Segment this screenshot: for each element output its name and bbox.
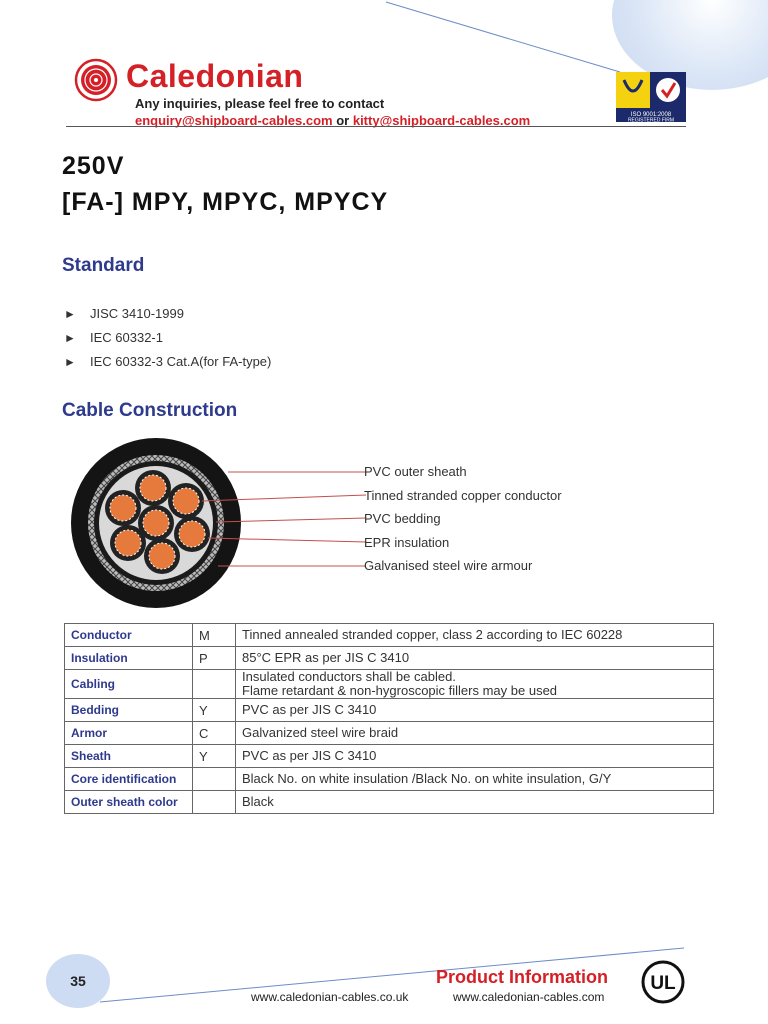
label-insulation: EPR insulation [364,534,450,550]
email-link-enquiry[interactable]: enquiry@shipboard-cables.com [135,113,333,128]
cert-sub: REGISTERED FIRM [627,117,675,122]
or-text: or [332,113,353,128]
construction-labels [364,464,562,582]
table-row: Core identification Black No. on white insulation /Black No. on white insulation, G/Y [65,768,714,791]
standard-heading: Standard [62,255,145,276]
header-divider [66,126,686,127]
ul-mark-text: UL [650,973,676,994]
website-link-com[interactable]: www.caledonian-cables.com [453,990,605,1004]
cable-cross-section-diagram [68,438,368,608]
label-armour: Galvanised steel wire armour [364,558,533,574]
table-row: Insulation P 85°C EPR as per JIS C 3410 [65,647,714,670]
ul-certification-icon [641,960,685,1004]
label-bedding: PVC bedding [364,511,441,527]
table-row: Cabling Insulated conductors shall be cabled. Flame retardant & non-hygroscopic fillers may be used [65,670,714,699]
caledonian-logo-icon [74,58,118,102]
standard-item: ► IEC 60332-3 Cat.A(for FA-type) [64,350,271,374]
brand-name: Caledonian [126,58,304,94]
product-title: [FA-] MPY, MPYC, MPYCY [62,188,389,216]
website-link-uk[interactable]: www.caledonian-cables.co.uk [251,990,409,1004]
table-row: Bedding Y PVC as per JIS C 3410 [65,699,714,722]
voltage-title: 250V [62,152,125,180]
bullet-arrow-icon: ► [64,331,76,345]
standard-item: ► JISC 3410-1999 [64,302,271,326]
contact-block [135,95,530,129]
bullet-arrow-icon: ► [64,307,76,321]
table-row: Sheath Y PVC as per JIS C 3410 [65,745,714,768]
label-conductor: Tinned stranded copper conductor [364,487,562,503]
bullet-arrow-icon: ► [64,355,76,369]
specification-table [64,623,714,814]
product-information-label: Product Information [436,967,608,987]
standard-item: ► IEC 60332-1 [64,326,271,350]
table-row: Armor C Galvanized steel wire braid [65,722,714,745]
table-row: Outer sheath color Black [65,791,714,814]
label-outer-sheath: PVC outer sheath [364,464,467,479]
email-link-kitty[interactable]: kitty@shipboard-cables.com [352,113,531,128]
contact-line: Any inquiries, please feel free to contact [135,96,385,111]
table-row: Conductor M Tinned annealed stranded copper, class 2 according to IEC 60228 [65,624,714,647]
construction-heading: Cable Construction [62,400,238,421]
standard-list [64,302,271,374]
cert-text: ISO 9001:2008 [630,112,672,118]
page-number: 35 [70,973,86,989]
iso-certification-badge [616,72,686,122]
